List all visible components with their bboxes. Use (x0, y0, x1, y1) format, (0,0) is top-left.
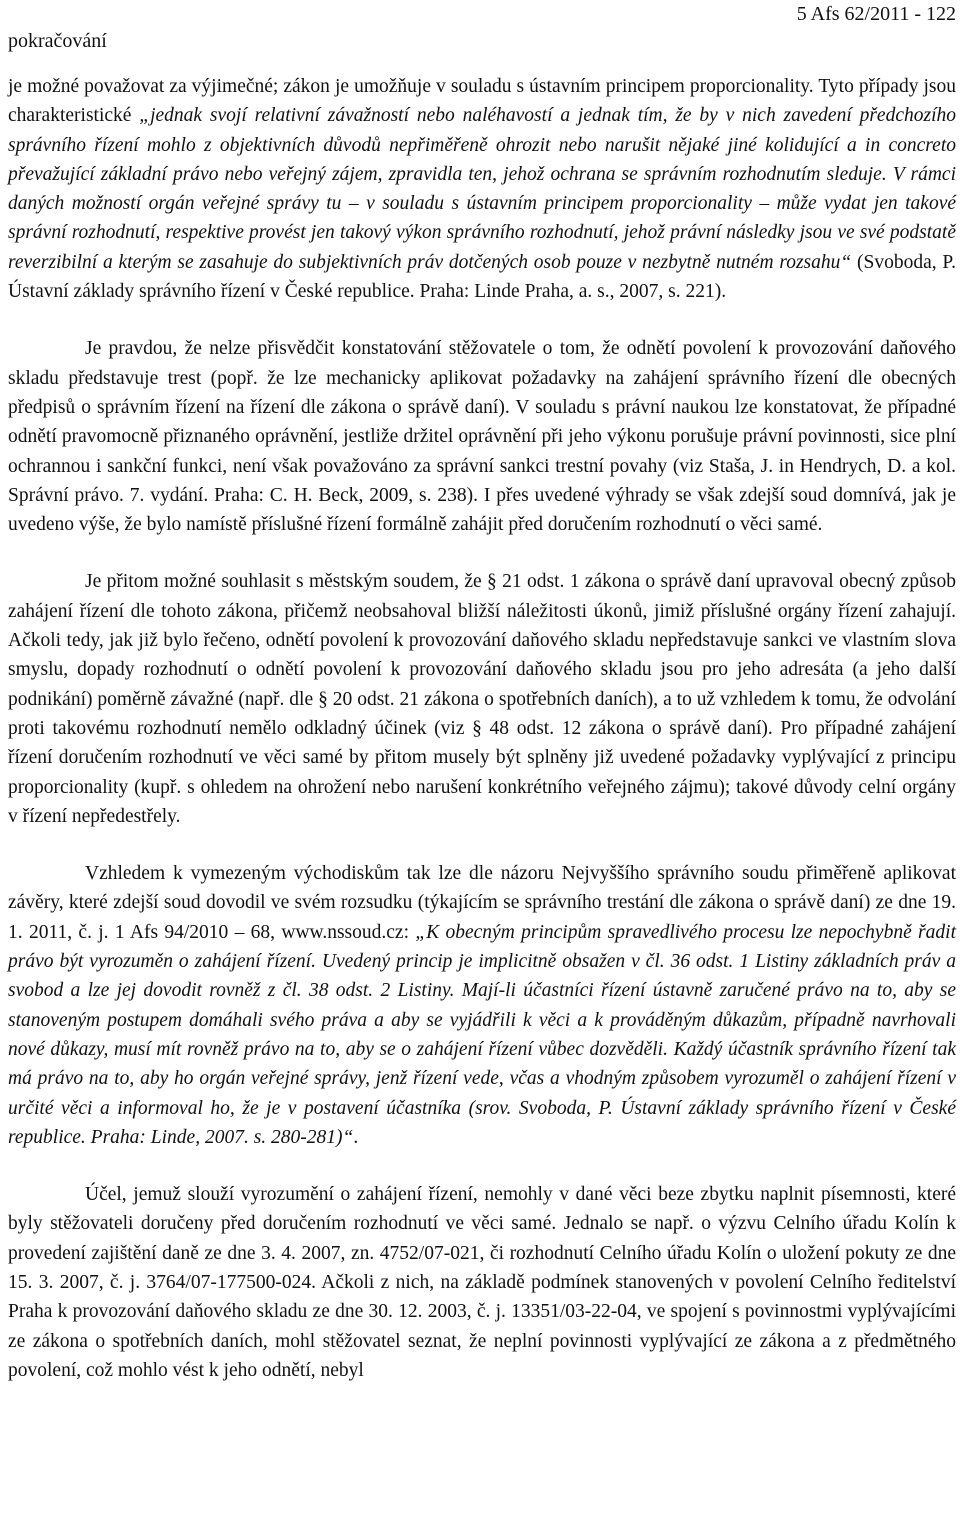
document-page (8, 0, 956, 1385)
paragraph-1-citation: (Svoboda, P. Ústavní základy správního řízení v České republice. Praha: Linde Praha, a. s., 2007, s. 221). (8, 251, 956, 303)
paragraph-1-text: je možné považovat za výjimečné; zákon je umožňuje v souladu s ústavním principem proporcionality. Tyto případy jsou charakteristické (8, 76, 956, 127)
paragraph-4-quote: „K obecným principům spravedlivého procesu lze nepochybně řadit právo být vyrozuměn o zahájení řízení. Uvedený princip je implicitně obsažen v čl. 36 odst. 1 Listiny základních práv a svobod a lze jej dovodit rovněž z čl. 38 odst. 2 Listiny. Mají-li účastníci řízení ústavně zaručené právo na to, aby se stanoveným postupem domáhali svého práva a aby se vyjádřili k věci a k prováděným důkazům, případně navrhovali nové důkazy, musí mít rovněž právo na to, aby se o zahájení řízení vůbec dozvěděli. Každý účastník správního řízení tak má právo na to, aby ho orgán veřejné správy, jenž řízení vede, včas a vhodným způsobem vyrozuměl o zahájení řízení v určité věci a informoval ho, že je v postavení účastníka (srov. Svoboda, P. Ústavní základy správního řízení v České republice. Praha: Linde, 2007. s. 280-281)“ (8, 921, 956, 1148)
page-header (8, 0, 956, 62)
paragraph-2: Je pravdou, že nelze přisvědčit konstatování stěžovatele o tom, že odnětí povolení k provozování daňového skladu představuje trest (popř. že lze mechanicky aplikovat požadavky na zahájení správního řízení dle obecných předpisů o správním řízení na řízení dle zákona o správě daní). V souladu s právní naukou lze konstatovat, že případné odnětí pravomocně přiznaného oprávnění, jestliže držitel oprávnění při jeho výkonu porušuje právní povinnosti, sice plní ochrannou i sankční funkci, není však považováno za správní sankci trestní povahy (viz Staša, J. in Hendrych, D. a kol. Správní právo. 7. vydání. Praha: C. H. Beck, 2009, s. 238). I přes uvedené výhrady se však zdejší soud domnívá, jak je uvedeno výše, že bylo namístě příslušné řízení formálně zahájit před doručením rozhodnutí o věci samé. (8, 338, 956, 536)
paragraph-4-text: Vzhledem k vymezeným východiskům tak lze dle názoru Nejvyššího správního soudu přiměřeně aplikovat závěry, které zdejší soud dovodil ve svém rozsudku (týkajícím se správního trestání dle zákona o správě daní) ze dne 19. 1. 2011, č. j. 1 Afs 94/2010 – 68, www.nssoud.cz: (8, 863, 956, 943)
continuation-label: pokračování (8, 30, 107, 52)
case-number: 5 Afs 62/2011 - 122 (796, 3, 956, 25)
paragraph-1 (8, 72, 956, 306)
paragraph-4 (8, 859, 956, 1152)
paragraph-5: Účel, jemuž slouží vyrozumění o zahájení řízení, nemohly v dané věci beze zbytku naplnit písemnosti, které byly stěžovateli doručeny před doručením rozhodnutí ve věci samé. Jednalo se např. o výzvu Celního úřadu Kolín k provedení zajištění daně ze dne 3. 4. 2007, zn. 4752/07-021, či rozhodnutí Celního úřadu Kolín o uložení pokuty ze dne 15. 3. 2007, č. j. 3764/07-177500-024. Ačkoli z nich, na základě podmínek stanovených v povolení Celního ředitelství Praha k provozování daňového skladu ze dne 30. 12. 2003, č. j. 13351/03-22-04, ve spojení s povinnostmi vyplývajícími ze zákona o spotřebních daních, mohl stěžovatel seznat, že neplní povinnosti vyplývající ze zákona a z předmětného povolení, což mohlo vést k jeho odnětí, nebyl (8, 1184, 956, 1381)
paragraph-3: Je přitom možné souhlasit s městským soudem, že § 21 odst. 1 zákona o správě daní upravoval obecný způsob zahájení řízení dle tohoto zákona, přičemž neobsahoval bližší náležitosti úkonů, jimiž příslušné orgány řízení zahajují. Ačkoli tedy, jak již bylo řečeno, odnětí povolení k provozování daňového skladu nepředstavuje sankci ve vlastním slova smyslu, dopady rozhodnutí o odnětí povolení k provozování daňového skladu jsou pro jeho adresáta (a jeho další podnikání) poměrně závažné (např. dle § 20 odst. 21 zákona o spotřebních daních), a to už vzhledem k tomu, že odvolání proti takovému rozhodnutí nemělo odkladný účinek (viz § 48 odst. 12 zákona o správě daní). Pro případné zahájení řízení doručením rozhodnutí ve věci samé by přitom musely být splněny již uvedené požadavky vyplývající z principu proporcionality (kupř. s ohledem na ohrožení nebo narušení konkrétního veřejného zájmu); takové důvody celní orgány v řízení nepředestřely. (8, 571, 956, 827)
paragraph-1-quote: „jednak svojí relativní závažností nebo naléhavostí a jednak tím, že by v nich zavedení předchozího správního řízení mohlo z objektivních důvodů nepřiměřeně ohrozit nebo narušit nějaké jiné kolidující a in concreto převažující základní právo nebo veřejný zájem, zpravidla ten, jehož ochrana se správním rozhodnutím sleduje. V rámci daných možností orgán veřejné správy tu – v souladu s ústavním principem proporcionality – může vydat jen takové správní rozhodnutí, respektive provést jen takový výkon správního rozhodnutí, jehož právní následky jsou ve své podstatě reverzibilní a kterým se zasahuje do subjektivních práv dotčených osob pouze v nezbytně nutném rozsahu“ (8, 105, 956, 273)
paragraph-4-end: . (353, 1126, 359, 1148)
